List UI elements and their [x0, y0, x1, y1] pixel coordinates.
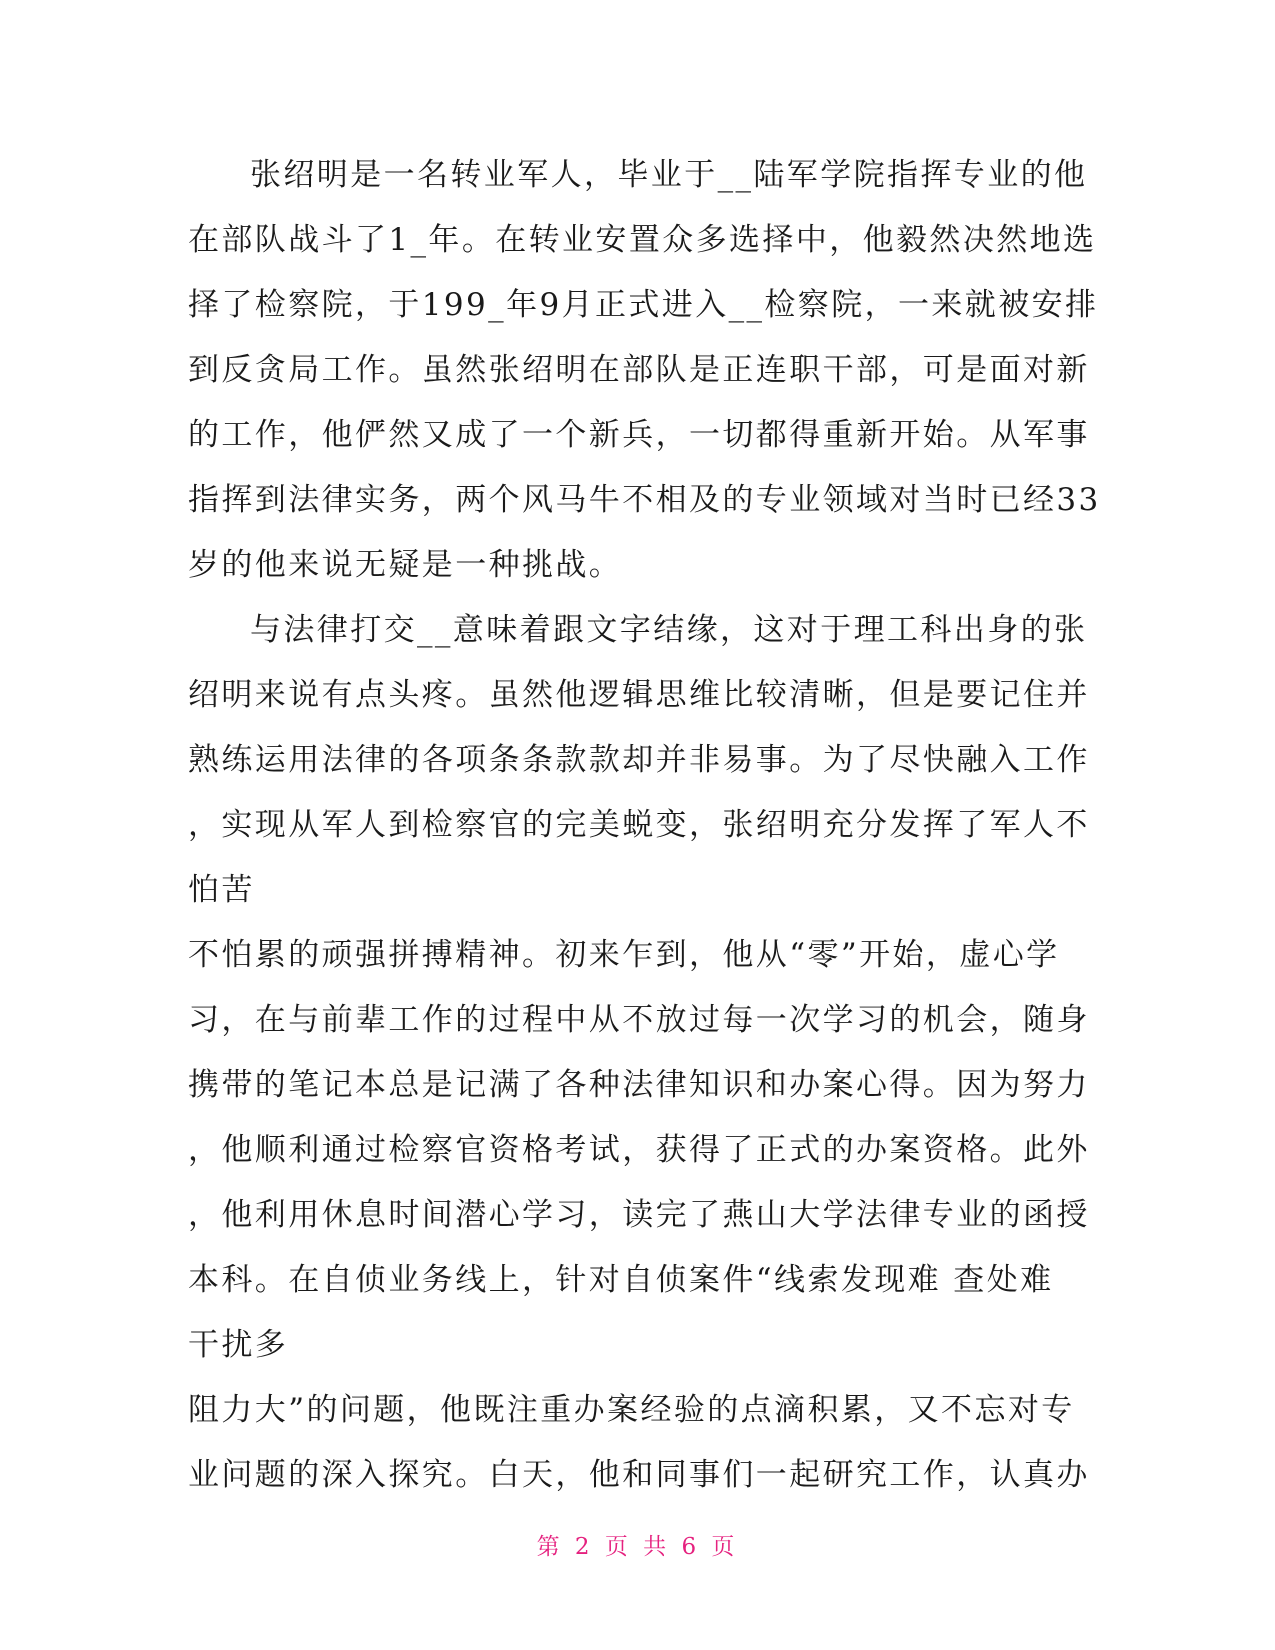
text-line: 习，在与前辈工作的过程中从不放过每一次学习的机会，随身: [188, 1002, 1090, 1038]
text-line: 岁的他来说无疑是一种挑战。: [188, 547, 623, 583]
text-line: 不怕累的顽强拼搏精神。初来乍到，他从“零”开始，虚心学: [188, 937, 1060, 973]
text-line: ，他利用休息时间潜心学习，读完了燕山大学法律专业的函授: [188, 1197, 1090, 1233]
text-line: 的工作，他俨然又成了一个新兵，一切都得重新开始。从军事: [188, 417, 1090, 453]
text-line: 携带的笔记本总是记满了各种法律知识和办案心得。因为努力: [188, 1067, 1090, 1103]
text-line: 张绍明是一名转业军人，毕业于__陆军学院指挥专业的他: [250, 157, 1088, 193]
page-number-footer: 第 2 页 共 6 页: [536, 1534, 739, 1560]
text-line: 在部队战斗了1_年。在转业安置众多选择中，他毅然决然地选: [188, 222, 1097, 258]
text-line: ，实现从军人到检察官的完美蜕变，张绍明充分发挥了军人不: [188, 807, 1090, 843]
body-text: [188, 143, 1101, 1508]
text-line: 熟练运用法律的各项条条款款却并非易事。为了尽快融入工作: [188, 742, 1090, 778]
text-line: 择了检察院，于199_年9月正式进入__检察院，一来就被安排: [188, 287, 1099, 323]
text-line: 指挥到法律实务，两个风马牛不相及的专业领域对当时已经33: [188, 482, 1101, 518]
text-line: 阻力大”的问题，他既注重办案经验的点滴积累，又不忘对专: [188, 1392, 1075, 1428]
text-line: 到反贪局工作。虽然张绍明在部队是正连职干部，可是面对新: [188, 352, 1090, 388]
text-line: 干扰多: [188, 1327, 289, 1363]
text-line: 绍明来说有点头疼。虽然他逻辑思维比较清晰，但是要记住并: [188, 677, 1090, 713]
text-line: 业问题的深入探究。白天，他和同事们一起研究工作，认真办: [188, 1457, 1090, 1493]
text-line: ，他顺利通过检察官资格考试，获得了正式的办案资格。此外: [188, 1132, 1090, 1168]
text-line: 与法律打交__意味着跟文字结缘，这对于理工科出身的张: [250, 612, 1088, 648]
text-line: 本科。在自侦业务线上，针对自侦案件“线索发现难 查处难: [188, 1262, 1054, 1298]
text-line: 怕苦: [188, 872, 255, 908]
